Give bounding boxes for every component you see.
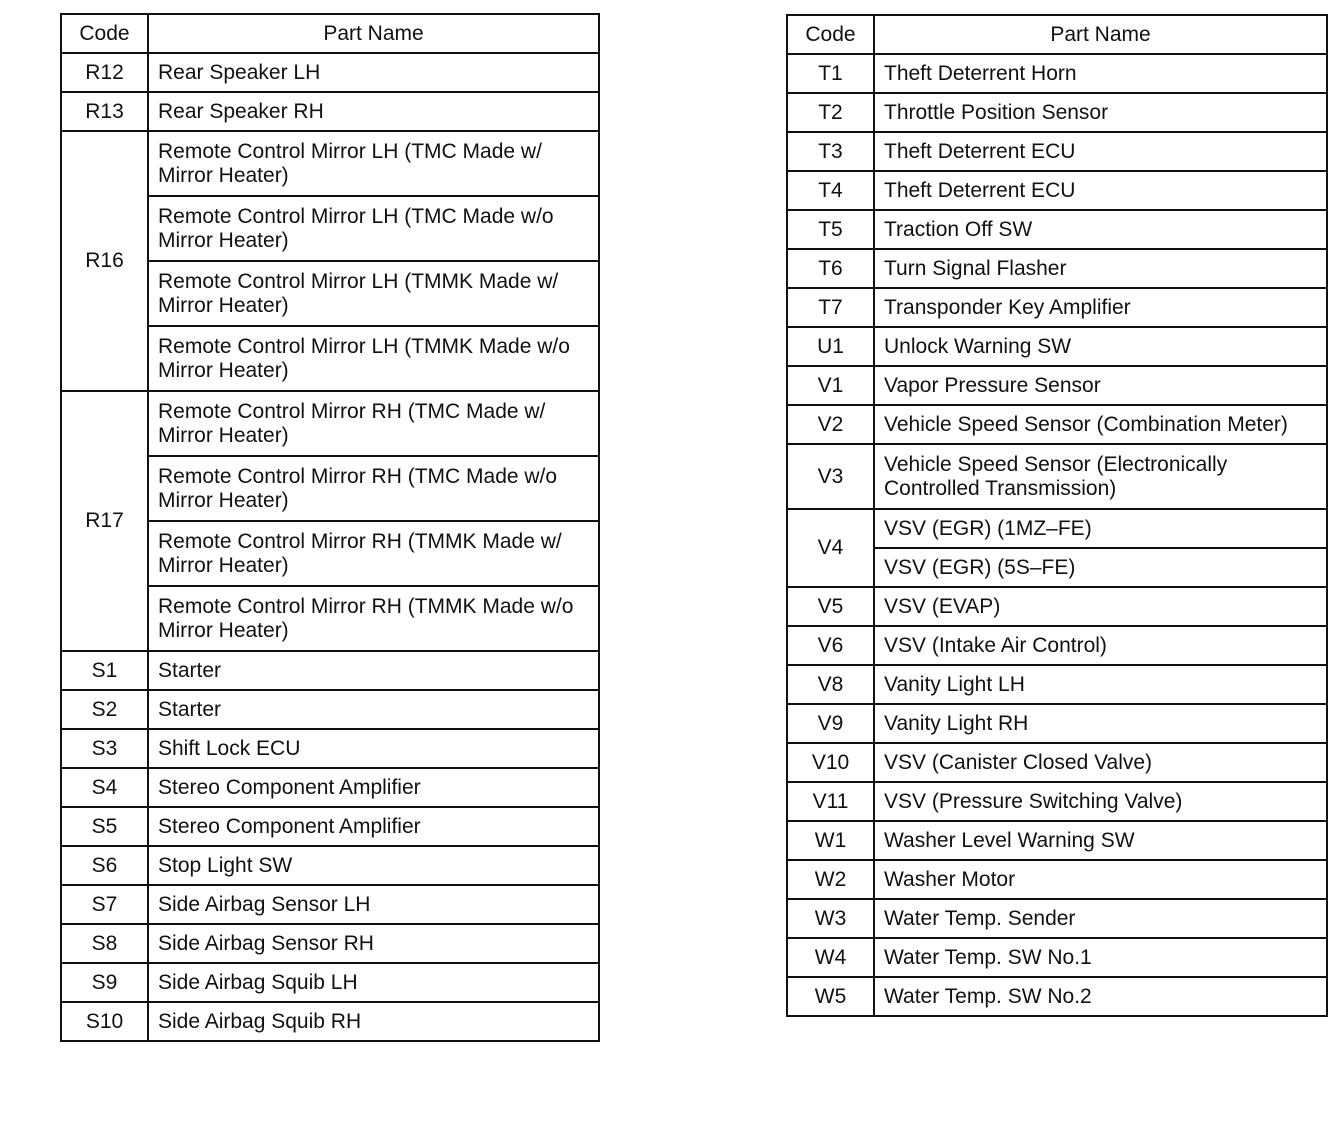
table-row xyxy=(61,690,599,729)
code-cell: U1 xyxy=(787,327,874,366)
part-name-cell: Remote Control Mirror RH (TMC Made w/ Mirror Heater) xyxy=(148,391,599,456)
code-cell: S2 xyxy=(61,690,148,729)
table-row xyxy=(61,1002,599,1041)
table-row xyxy=(61,846,599,885)
code-cell: W3 xyxy=(787,899,874,938)
left-parts-table xyxy=(60,13,600,1042)
code-cell: T7 xyxy=(787,288,874,327)
table-row xyxy=(787,587,1327,626)
part-name-cell: Remote Control Mirror LH (TMMK Made w/o Mirror Heater) xyxy=(148,326,599,391)
part-name-cell: Turn Signal Flasher xyxy=(874,249,1327,288)
table-row xyxy=(787,743,1327,782)
table-row xyxy=(787,860,1327,899)
part-name-cell: Remote Control Mirror RH (TMC Made w/o Mirror Heater) xyxy=(148,456,599,521)
code-cell: T4 xyxy=(787,171,874,210)
part-name-cell: Starter xyxy=(148,651,599,690)
part-name-cell: Remote Control Mirror RH (TMMK Made w/o Mirror Heater) xyxy=(148,586,599,651)
part-name-cell: Remote Control Mirror LH (TMMK Made w/ Mirror Heater) xyxy=(148,261,599,326)
table-row xyxy=(61,768,599,807)
code-cell: R16 xyxy=(61,131,148,391)
code-cell: W2 xyxy=(787,860,874,899)
code-cell: S9 xyxy=(61,963,148,1002)
part-name-cell: Washer Motor xyxy=(874,860,1327,899)
table-row xyxy=(61,885,599,924)
header-row xyxy=(61,14,599,53)
part-name-cell: Vanity Light LH xyxy=(874,665,1327,704)
table-row xyxy=(61,807,599,846)
part-name-cell: Remote Control Mirror LH (TMC Made w/ Mirror Heater) xyxy=(148,131,599,196)
code-cell: V1 xyxy=(787,366,874,405)
code-cell: S5 xyxy=(61,807,148,846)
table-row xyxy=(787,366,1327,405)
part-name-cell: VSV (EVAP) xyxy=(874,587,1327,626)
part-name-cell: Vanity Light RH xyxy=(874,704,1327,743)
table-row xyxy=(787,288,1327,327)
code-cell: R13 xyxy=(61,92,148,131)
code-cell: S6 xyxy=(61,846,148,885)
code-cell: R17 xyxy=(61,391,148,651)
table-row xyxy=(61,729,599,768)
code-cell: T6 xyxy=(787,249,874,288)
code-header: Code xyxy=(787,15,874,54)
table-row xyxy=(787,249,1327,288)
header-row xyxy=(787,15,1327,54)
table-row xyxy=(61,131,599,196)
table-row xyxy=(787,977,1327,1016)
table-row xyxy=(787,54,1327,93)
table-row xyxy=(61,92,599,131)
table-row xyxy=(787,821,1327,860)
part-name-cell: VSV (EGR) (1MZ–FE) xyxy=(874,509,1327,548)
code-cell: V9 xyxy=(787,704,874,743)
part-name-cell: Theft Deterrent ECU xyxy=(874,171,1327,210)
part-name-cell: VSV (Intake Air Control) xyxy=(874,626,1327,665)
part-name-cell: Vapor Pressure Sensor xyxy=(874,366,1327,405)
code-cell: V6 xyxy=(787,626,874,665)
table-row xyxy=(787,938,1327,977)
part-name-cell: Stop Light SW xyxy=(148,846,599,885)
table-row xyxy=(787,93,1327,132)
table-row xyxy=(787,665,1327,704)
code-cell: T5 xyxy=(787,210,874,249)
table-row xyxy=(787,782,1327,821)
table-row xyxy=(61,53,599,92)
right-parts-table xyxy=(786,14,1328,1017)
part-name-cell: Theft Deterrent Horn xyxy=(874,54,1327,93)
part-name-cell: Theft Deterrent ECU xyxy=(874,132,1327,171)
part-name-header: Part Name xyxy=(148,14,599,53)
table-row xyxy=(787,210,1327,249)
code-cell: W5 xyxy=(787,977,874,1016)
table-row xyxy=(787,509,1327,548)
part-name-cell: Remote Control Mirror RH (TMMK Made w/ Mirror Heater) xyxy=(148,521,599,586)
table-row xyxy=(787,444,1327,509)
table-row xyxy=(61,963,599,1002)
code-cell: V11 xyxy=(787,782,874,821)
code-cell: W1 xyxy=(787,821,874,860)
table-row xyxy=(787,704,1327,743)
table-row xyxy=(61,391,599,456)
table-row xyxy=(787,171,1327,210)
part-name-cell: Water Temp. SW No.1 xyxy=(874,938,1327,977)
code-cell: V10 xyxy=(787,743,874,782)
part-name-cell: VSV (Canister Closed Valve) xyxy=(874,743,1327,782)
code-cell: V2 xyxy=(787,405,874,444)
code-cell: T3 xyxy=(787,132,874,171)
part-name-cell: Vehicle Speed Sensor (Electronically Controlled Transmission) xyxy=(874,444,1327,509)
table-row xyxy=(787,899,1327,938)
table-row xyxy=(787,626,1327,665)
table-row xyxy=(787,405,1327,444)
part-name-cell: Shift Lock ECU xyxy=(148,729,599,768)
table-row xyxy=(787,132,1327,171)
part-name-cell: Throttle Position Sensor xyxy=(874,93,1327,132)
part-name-cell: Starter xyxy=(148,690,599,729)
table-row xyxy=(61,924,599,963)
part-name-cell: VSV (EGR) (5S–FE) xyxy=(874,548,1327,587)
code-cell: S1 xyxy=(61,651,148,690)
code-cell: R12 xyxy=(61,53,148,92)
code-cell: S4 xyxy=(61,768,148,807)
part-name-cell: Side Airbag Squib RH xyxy=(148,1002,599,1041)
code-cell: V5 xyxy=(787,587,874,626)
part-name-cell: Unlock Warning SW xyxy=(874,327,1327,366)
code-cell: S3 xyxy=(61,729,148,768)
part-name-cell: Vehicle Speed Sensor (Combination Meter) xyxy=(874,405,1327,444)
part-name-cell: Washer Level Warning SW xyxy=(874,821,1327,860)
part-name-cell: Side Airbag Sensor RH xyxy=(148,924,599,963)
part-name-cell: Side Airbag Squib LH xyxy=(148,963,599,1002)
table-row xyxy=(787,327,1327,366)
part-name-cell: Rear Speaker RH xyxy=(148,92,599,131)
part-name-cell: Transponder Key Amplifier xyxy=(874,288,1327,327)
code-cell: S10 xyxy=(61,1002,148,1041)
code-cell: V3 xyxy=(787,444,874,509)
part-name-cell: Stereo Component Amplifier xyxy=(148,768,599,807)
code-cell: S8 xyxy=(61,924,148,963)
code-cell: W4 xyxy=(787,938,874,977)
part-name-cell: Stereo Component Amplifier xyxy=(148,807,599,846)
code-cell: T2 xyxy=(787,93,874,132)
part-name-cell: Side Airbag Sensor LH xyxy=(148,885,599,924)
part-name-cell: Traction Off SW xyxy=(874,210,1327,249)
code-header: Code xyxy=(61,14,148,53)
code-cell: V4 xyxy=(787,509,874,587)
part-name-cell: Water Temp. SW No.2 xyxy=(874,977,1327,1016)
part-name-cell: Water Temp. Sender xyxy=(874,899,1327,938)
part-name-cell: Rear Speaker LH xyxy=(148,53,599,92)
code-cell: T1 xyxy=(787,54,874,93)
code-cell: V8 xyxy=(787,665,874,704)
table-row xyxy=(61,651,599,690)
part-name-cell: Remote Control Mirror LH (TMC Made w/o Mirror Heater) xyxy=(148,196,599,261)
part-name-header: Part Name xyxy=(874,15,1327,54)
code-cell: S7 xyxy=(61,885,148,924)
part-name-cell: VSV (Pressure Switching Valve) xyxy=(874,782,1327,821)
